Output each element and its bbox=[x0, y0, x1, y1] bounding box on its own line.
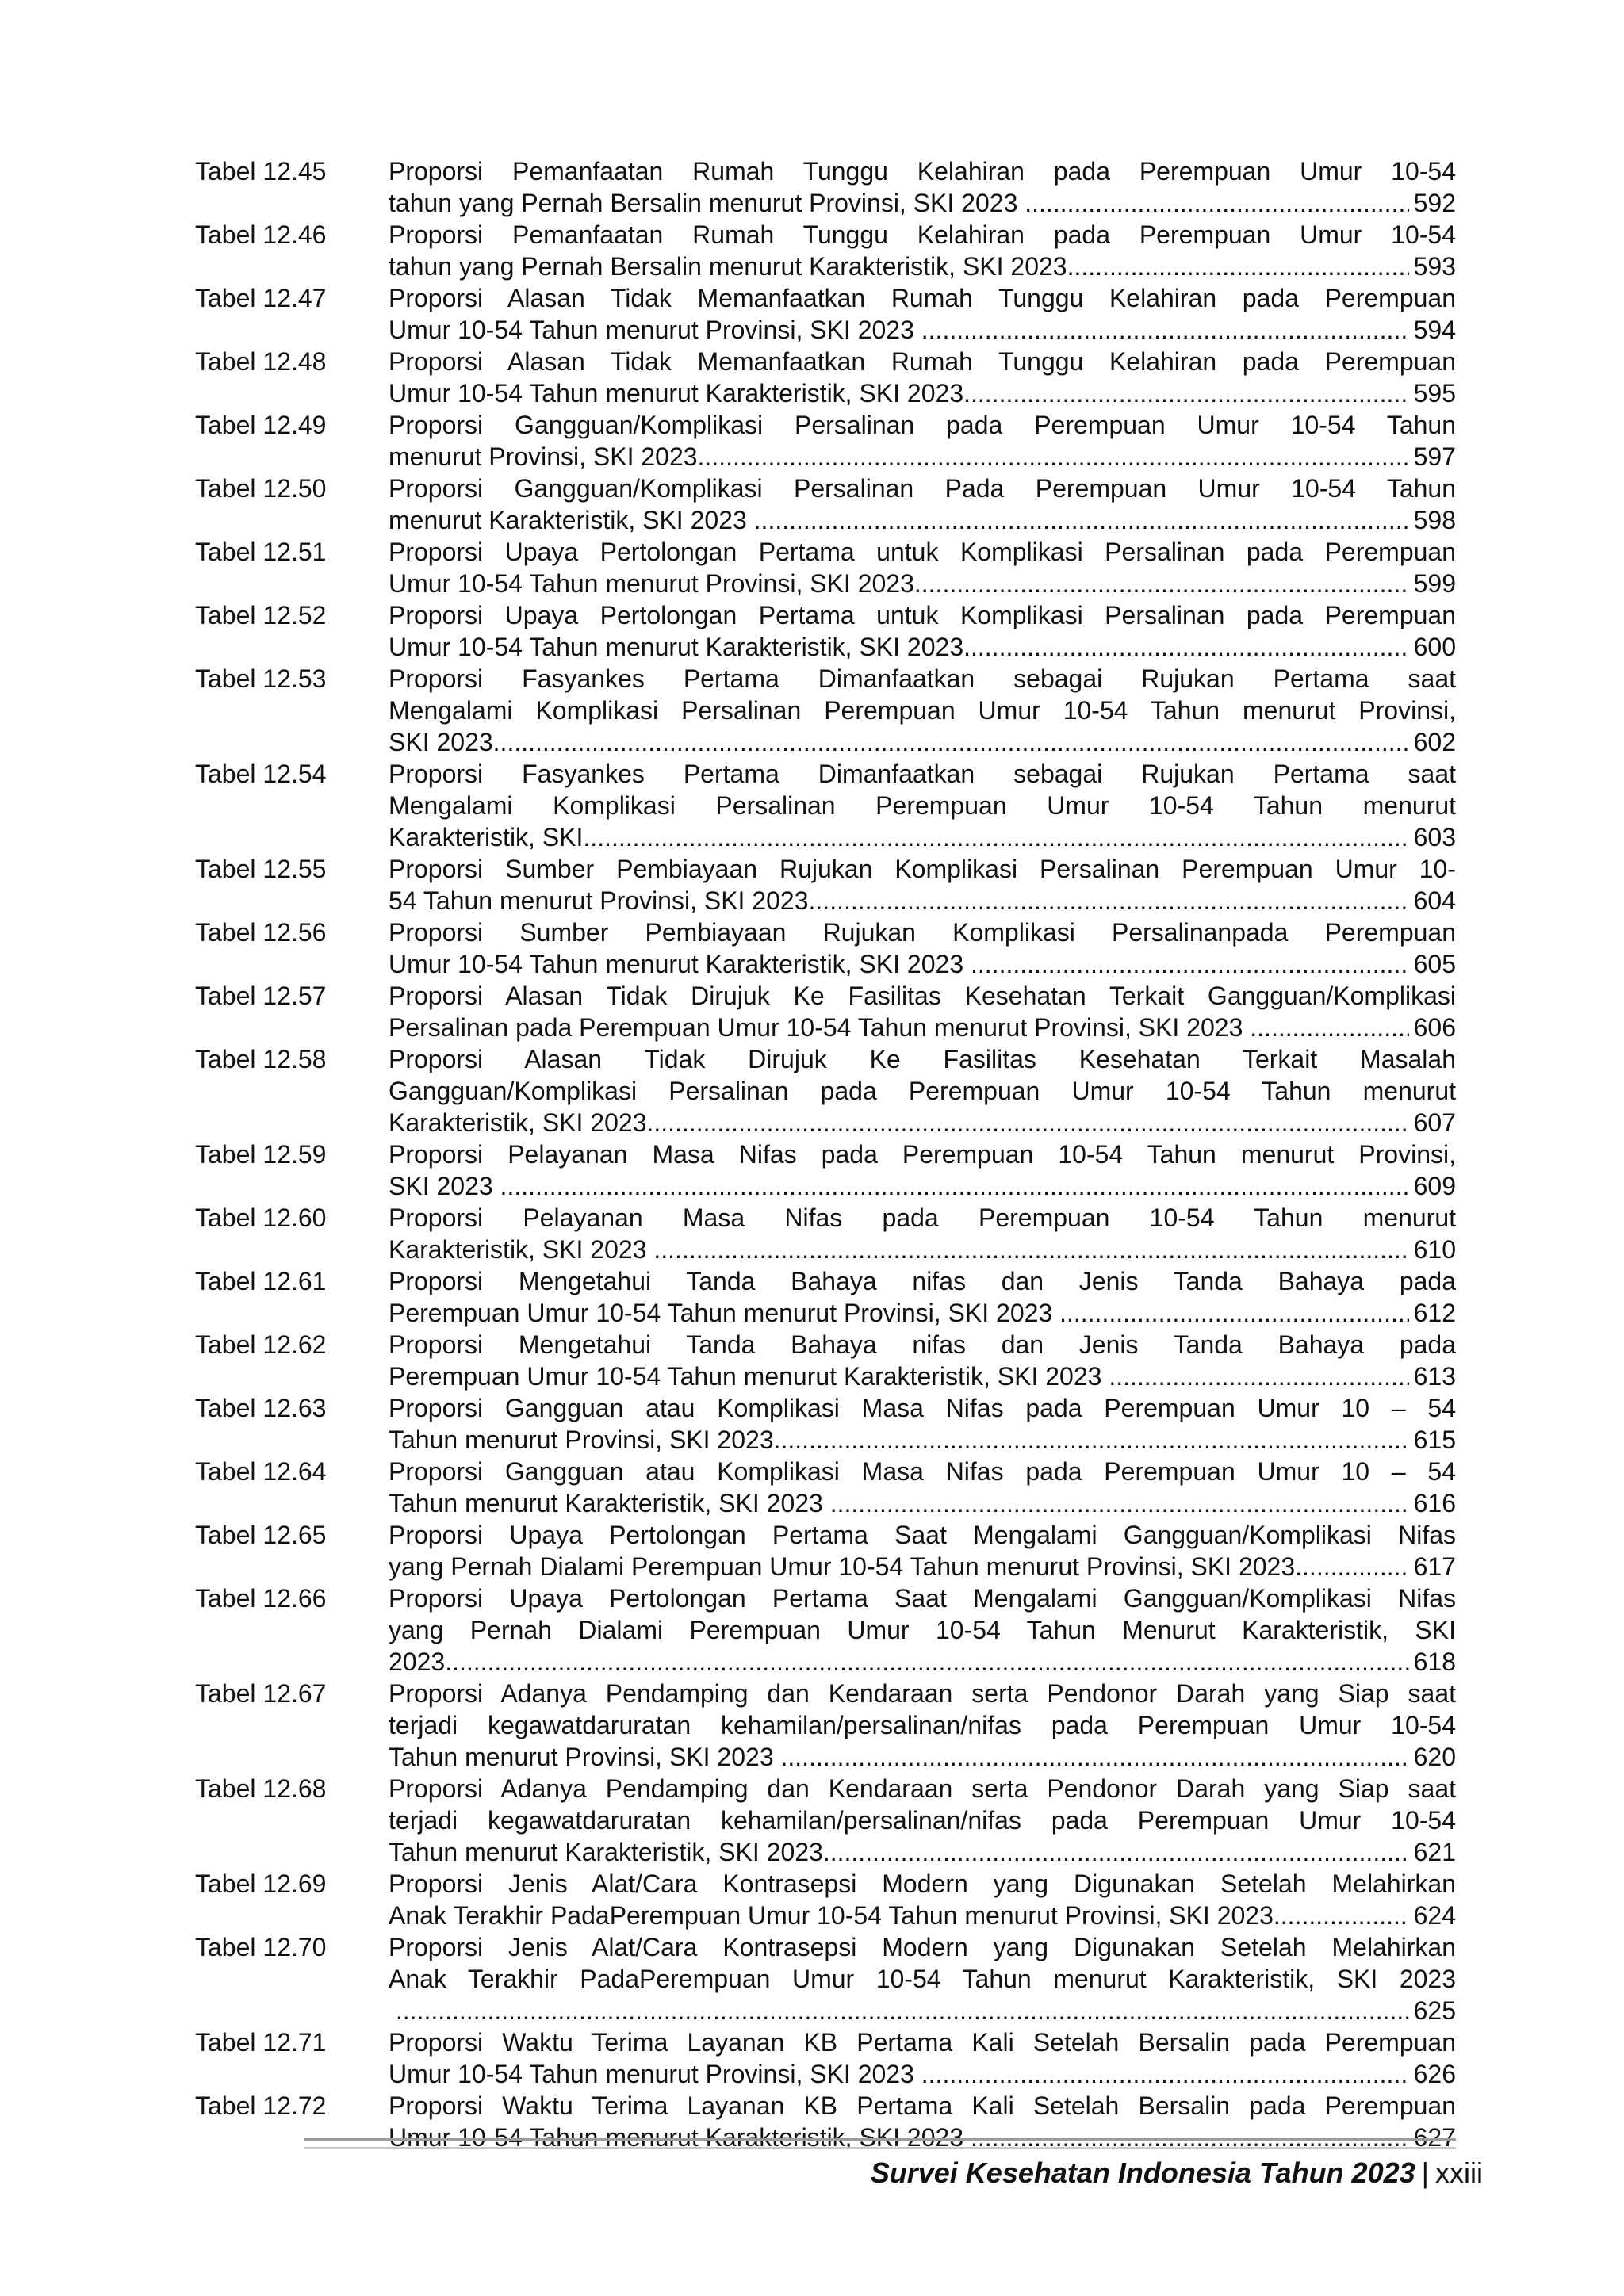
table-of-contents bbox=[195, 155, 1456, 2153]
toc-entry-title-line: Umur 10-54 Tahun menurut Karakteristik, SKI 2023 bbox=[389, 633, 964, 661]
toc-entry[interactable] bbox=[195, 1868, 1456, 1931]
toc-entry-page-number[interactable]: 594 bbox=[1413, 316, 1456, 344]
toc-entry[interactable] bbox=[195, 409, 1456, 473]
toc-entry[interactable] bbox=[195, 1329, 1456, 1392]
page-footer bbox=[871, 2156, 1483, 2191]
toc-entry[interactable] bbox=[195, 1265, 1456, 1329]
toc-entry-title-line: Proporsi Pelayanan Masa Nifas pada Perempuan 10-54 Tahun menurut bbox=[389, 1203, 1456, 1232]
toc-entry-last-line bbox=[389, 1741, 1456, 1773]
toc-entry[interactable] bbox=[195, 853, 1456, 916]
dot-leader bbox=[1109, 1360, 1408, 1392]
toc-entry-page-number[interactable]: 603 bbox=[1413, 823, 1456, 851]
toc-entry-title-line: Proporsi Alasan Tidak Memanfaatkan Rumah Tunggu Kelahiran pada Perempuan bbox=[389, 347, 1456, 376]
dot-leader bbox=[500, 1170, 1409, 1202]
toc-entry-title-line: Proporsi Pemanfaatan Rumah Tunggu Kelahiran pada Perempuan Umur 10-54 bbox=[389, 157, 1456, 186]
toc-entry-title-line: Tahun menurut Karakteristik, SKI 2023 bbox=[389, 1489, 830, 1517]
dot-leader bbox=[698, 441, 1409, 473]
toc-entry-title bbox=[389, 1678, 1456, 1773]
toc-entry[interactable] bbox=[195, 346, 1456, 409]
dot-leader bbox=[754, 504, 1409, 536]
toc-entry-title bbox=[389, 599, 1456, 663]
toc-entry-last-line bbox=[389, 1360, 1456, 1392]
toc-entry-page-number[interactable]: 607 bbox=[1413, 1108, 1456, 1137]
toc-entry-page-number[interactable]: 598 bbox=[1413, 506, 1456, 534]
toc-entry-title bbox=[389, 663, 1456, 758]
toc-entry-title-line: Proporsi Fasyankes Pertama Dimanfaatkan sebagai Rujukan Pertama saat bbox=[389, 760, 1456, 788]
toc-entry-last-line bbox=[389, 504, 1456, 536]
toc-entry-page-number[interactable]: 592 bbox=[1413, 189, 1456, 217]
dot-leader bbox=[1295, 1551, 1408, 1582]
toc-entry-last-line bbox=[389, 1551, 1456, 1582]
toc-entry-last-line bbox=[389, 1836, 1456, 1868]
toc-entry-title bbox=[389, 219, 1456, 282]
footer-rule bbox=[304, 2138, 1456, 2149]
toc-entry-label: Tabel 12.57 bbox=[195, 982, 327, 1010]
toc-entry-label: Tabel 12.53 bbox=[195, 664, 327, 693]
toc-entry-last-line bbox=[389, 568, 1456, 599]
toc-entry-title-line: Umur 10-54 Tahun menurut Provinsi, SKI 2023 bbox=[389, 316, 921, 344]
dot-leader bbox=[1274, 1900, 1409, 1931]
toc-entry-title-line: Proporsi Upaya Pertolongan Pertama untuk Komplikasi Persalinan pada Perempuan bbox=[389, 538, 1456, 566]
toc-entry-page-number[interactable]: 602 bbox=[1413, 728, 1456, 756]
toc-entry[interactable] bbox=[195, 1678, 1456, 1773]
toc-entry-label: Tabel 12.47 bbox=[195, 284, 327, 312]
toc-entry-page-number[interactable]: 604 bbox=[1413, 886, 1456, 915]
toc-entry-title bbox=[389, 1392, 1456, 1456]
dot-leader bbox=[583, 821, 1408, 853]
toc-entry-title bbox=[389, 980, 1456, 1043]
toc-entry-title-line: SKI 2023 bbox=[389, 1172, 500, 1200]
toc-entry-page-number[interactable]: 626 bbox=[1413, 2060, 1456, 2088]
toc-entry-label: Tabel 12.61 bbox=[195, 1267, 327, 1295]
toc-entry-title-line: Proporsi Jenis Alat/Cara Kontrasepsi Modern yang Digunakan Setelah Melahirkan bbox=[389, 1869, 1456, 1898]
toc-entry-last-line bbox=[389, 1900, 1456, 1931]
toc-entry-title-line: Proporsi Gangguan/Komplikasi Persalinan Pada Perempuan Umur 10-54 Tahun bbox=[389, 474, 1456, 503]
toc-entry-title-line: Proporsi Fasyankes Pertama Dimanfaatkan sebagai Rujukan Pertama saat bbox=[389, 664, 1456, 693]
dot-leader bbox=[774, 1424, 1409, 1456]
toc-entry-title-line: Proporsi Gangguan/Komplikasi Persalinan pada Perempuan Umur 10-54 Tahun bbox=[389, 411, 1456, 439]
toc-entry-label: Tabel 12.48 bbox=[195, 347, 327, 376]
toc-entry-title-line: Proporsi Gangguan atau Komplikasi Masa Nifas pada Perempuan Umur 10 – 54 bbox=[389, 1394, 1456, 1422]
toc-entry-label: Tabel 12.67 bbox=[195, 1679, 327, 1708]
toc-entry-title bbox=[389, 1773, 1456, 1868]
toc-entry-label: Tabel 12.51 bbox=[195, 538, 327, 566]
toc-entry-title-line: Proporsi Waktu Terima Layanan KB Pertama Kali Setelah Bersalin pada Perempuan bbox=[389, 2028, 1456, 2057]
toc-entry-title-line: Proporsi Alasan Tidak Dirujuk Ke Fasilitas Kesehatan Terkait Gangguan/Komplikasi bbox=[389, 982, 1456, 1010]
toc-entry-title bbox=[389, 916, 1456, 980]
toc-entry-label: Tabel 12.55 bbox=[195, 855, 327, 883]
toc-entry-last-line bbox=[389, 1297, 1456, 1329]
dot-leader bbox=[653, 1234, 1408, 1265]
toc-entry-page-number[interactable]: 600 bbox=[1413, 633, 1456, 661]
toc-entry-page-number[interactable]: 621 bbox=[1413, 1838, 1456, 1866]
toc-entry[interactable] bbox=[195, 758, 1456, 853]
toc-entry-title-line: Umur 10-54 Tahun menurut Karakteristik, SKI 2023 bbox=[389, 2123, 971, 2152]
toc-entry-title bbox=[389, 758, 1456, 853]
toc-entry-label: Tabel 12.56 bbox=[195, 918, 327, 947]
toc-entry-title-line: Umur 10-54 Tahun menurut Karakteristik, SKI 2023 bbox=[389, 950, 971, 978]
toc-entry-title-line: Proporsi Pemanfaatan Rumah Tunggu Kelahiran pada Perempuan Umur 10-54 bbox=[389, 220, 1456, 249]
toc-entry-last-line bbox=[389, 1487, 1456, 1519]
toc-entry[interactable] bbox=[195, 536, 1456, 599]
toc-entry-title bbox=[389, 346, 1456, 409]
toc-entry-label: Tabel 12.68 bbox=[195, 1774, 327, 1803]
toc-entry-title-line: Mengalami Komplikasi Persalinan Perempuan Umur 10-54 Tahun menurut bbox=[389, 791, 1456, 820]
toc-entry-title bbox=[389, 536, 1456, 599]
toc-entry-last-line bbox=[389, 251, 1456, 282]
toc-entry-title-line: Mengalami Komplikasi Persalinan Perempuan Umur 10-54 Tahun menurut Provinsi, bbox=[389, 696, 1456, 725]
toc-entry-page-number[interactable]: 625 bbox=[1413, 1996, 1456, 2025]
toc-entry-label: Tabel 12.71 bbox=[195, 2028, 327, 2057]
toc-entry-title bbox=[389, 1582, 1456, 1678]
toc-entry-title-line: Proporsi Adanya Pendamping dan Kendaraan serta Pendonor Darah yang Siap saat bbox=[389, 1774, 1456, 1803]
toc-entry-page-number[interactable]: 613 bbox=[1413, 1362, 1456, 1391]
toc-entry-title-line: Umur 10-54 Tahun menurut Karakteristik, SKI 2023 bbox=[389, 379, 964, 408]
toc-entry-title-line: Proporsi Waktu Terima Layanan KB Pertama Kali Setelah Bersalin pada Perempuan bbox=[389, 2091, 1456, 2120]
toc-entry-title-line: tahun yang Pernah Bersalin menurut Karakteristik, SKI 2023 bbox=[389, 252, 1067, 281]
toc-entry-title-line: menurut Provinsi, SKI 2023 bbox=[389, 442, 698, 471]
dot-leader bbox=[1025, 187, 1408, 219]
toc-entry-last-line bbox=[389, 2058, 1456, 2090]
toc-entry-title-line: Proporsi Mengetahui Tanda Bahaya nifas dan Jenis Tanda Bahaya pada bbox=[389, 1267, 1456, 1295]
toc-entry-title-line: Umur 10-54 Tahun menurut Provinsi, SKI 2023 bbox=[389, 569, 914, 598]
toc-entry-title-line: 2023 bbox=[389, 1647, 446, 1676]
toc-entry[interactable] bbox=[195, 282, 1456, 346]
toc-entry-last-line bbox=[389, 441, 1456, 473]
toc-entry-page-number[interactable]: 605 bbox=[1413, 950, 1456, 978]
toc-entry-label: Tabel 12.65 bbox=[195, 1521, 327, 1549]
dot-leader bbox=[823, 1836, 1409, 1868]
toc-entry-title bbox=[389, 853, 1456, 916]
toc-entry-title-line bbox=[389, 1995, 396, 2026]
toc-entry-label: Tabel 12.59 bbox=[195, 1140, 327, 1169]
toc-entry-page-number[interactable]: 616 bbox=[1413, 1489, 1456, 1517]
toc-entry-page-number[interactable]: 612 bbox=[1413, 1299, 1456, 1327]
toc-entry-label: Tabel 12.70 bbox=[195, 1933, 327, 1961]
toc-entry-title bbox=[389, 1202, 1456, 1265]
toc-entry-title bbox=[389, 1931, 1456, 2026]
footer-title: Survei Kesehatan Indonesia Tahun 2023 bbox=[870, 2156, 1415, 2189]
toc-entry-last-line bbox=[389, 726, 1456, 758]
dot-leader bbox=[781, 1741, 1409, 1773]
toc-entry-title bbox=[389, 1329, 1456, 1392]
toc-entry[interactable] bbox=[195, 219, 1456, 282]
toc-entry-title-line: Tahun menurut Provinsi, SKI 2023 bbox=[389, 1743, 781, 1771]
toc-entry-page-number[interactable]: 617 bbox=[1413, 1552, 1456, 1581]
dot-leader bbox=[809, 885, 1409, 916]
toc-entry-title-line: Perempuan Umur 10-54 Tahun menurut Provinsi, SKI 2023 bbox=[389, 1299, 1060, 1327]
toc-entry-title-line: Proporsi Sumber Pembiayaan Rujukan Komplikasi Persalinanpada Perempuan bbox=[389, 918, 1456, 947]
toc-entry-title-line: SKI 2023 bbox=[389, 728, 493, 756]
toc-entry-title-line: terjadi kegawatdaruratan kehamilan/persalinan/nifas pada Perempuan Umur 10-54 bbox=[389, 1711, 1456, 1739]
toc-entry-title-line: Tahun menurut Karakteristik, SKI 2023 bbox=[389, 1838, 823, 1866]
toc-entry[interactable] bbox=[195, 663, 1456, 758]
toc-entry-page-number[interactable]: 597 bbox=[1413, 442, 1456, 471]
toc-entry-last-line bbox=[389, 377, 1456, 409]
toc-entry-page-number[interactable]: 620 bbox=[1413, 1743, 1456, 1771]
footer-page-number: xxiii bbox=[1435, 2156, 1483, 2189]
toc-entry-last-line bbox=[389, 1995, 1456, 2026]
dot-leader bbox=[971, 948, 1409, 980]
toc-entry-title-line: Proporsi Pelayanan Masa Nifas pada Perempuan 10-54 Tahun menurut Provinsi, bbox=[389, 1140, 1456, 1169]
toc-entry[interactable] bbox=[195, 1582, 1456, 1678]
toc-entry[interactable] bbox=[195, 1519, 1456, 1582]
toc-entry-title-line: Karakteristik, SKI bbox=[389, 823, 584, 851]
toc-entry-title-line: Proporsi Alasan Tidak Dirujuk Ke Fasilitas Kesehatan Terkait Masalah bbox=[389, 1045, 1456, 1073]
toc-entry-title bbox=[389, 1043, 1456, 1138]
toc-entry-title-line: menurut Karakteristik, SKI 2023 bbox=[389, 506, 754, 534]
toc-entry[interactable] bbox=[195, 1202, 1456, 1265]
toc-entry-last-line bbox=[389, 821, 1456, 853]
toc-entry-title-line: Proporsi Sumber Pembiayaan Rujukan Komplikasi Persalinan Perempuan Umur 10- bbox=[389, 855, 1456, 883]
toc-entry-label: Tabel 12.52 bbox=[195, 601, 327, 629]
toc-entry-last-line bbox=[389, 1170, 1456, 1202]
toc-entry[interactable] bbox=[195, 1456, 1456, 1519]
toc-entry-title bbox=[389, 282, 1456, 346]
toc-entry[interactable] bbox=[195, 1392, 1456, 1456]
dot-leader bbox=[914, 568, 1409, 599]
dot-leader bbox=[493, 726, 1409, 758]
toc-entry-title-line: Proporsi Gangguan atau Komplikasi Masa Nifas pada Perempuan Umur 10 – 54 bbox=[389, 1457, 1456, 1486]
toc-entry-label: Tabel 12.63 bbox=[195, 1394, 327, 1422]
toc-entry-title-line: Proporsi Jenis Alat/Cara Kontrasepsi Modern yang Digunakan Setelah Melahirkan bbox=[389, 1933, 1456, 1961]
toc-entry-last-line bbox=[389, 631, 1456, 663]
toc-entry-last-line bbox=[389, 1012, 1456, 1043]
toc-entry-last-line bbox=[389, 1234, 1456, 1265]
toc-entry-title-line: Proporsi Upaya Pertolongan Pertama Saat Mengalami Gangguan/Komplikasi Nifas bbox=[389, 1584, 1456, 1613]
toc-entry-page-number[interactable]: 624 bbox=[1413, 1901, 1456, 1930]
toc-entry-title-line: Proporsi Upaya Pertolongan Pertama Saat Mengalami Gangguan/Komplikasi Nifas bbox=[389, 1521, 1456, 1549]
toc-entry-label: Tabel 12.72 bbox=[195, 2091, 327, 2120]
toc-entry-title bbox=[389, 2026, 1456, 2090]
toc-entry-page-number[interactable]: 599 bbox=[1413, 569, 1456, 598]
toc-entry-page-number[interactable]: 593 bbox=[1413, 252, 1456, 281]
toc-entry-label: Tabel 12.64 bbox=[195, 1457, 327, 1486]
toc-entry-title-line: Proporsi Adanya Pendamping dan Kendaraan serta Pendonor Darah yang Siap saat bbox=[389, 1679, 1456, 1708]
dot-leader bbox=[1059, 1297, 1409, 1329]
toc-entry-label: Tabel 12.62 bbox=[195, 1330, 327, 1359]
toc-entry-title-line: yang Pernah Dialami Perempuan Umur 10-54 Tahun Menurut Karakteristik, SKI bbox=[389, 1616, 1456, 1644]
toc-entry-title-line: Perempuan Umur 10-54 Tahun menurut Karakteristik, SKI 2023 bbox=[389, 1362, 1109, 1391]
toc-entry-title bbox=[389, 409, 1456, 473]
toc-entry-label: Tabel 12.58 bbox=[195, 1045, 327, 1073]
footer-separator: | bbox=[1421, 2156, 1429, 2189]
toc-entry-title-line: 54 Tahun menurut Provinsi, SKI 2023 bbox=[389, 886, 809, 915]
toc-entry-page-number[interactable]: 609 bbox=[1413, 1172, 1456, 1200]
toc-entry-title bbox=[389, 1138, 1456, 1202]
toc-entry-title-line: Umur 10-54 Tahun menurut Provinsi, SKI 2023 bbox=[389, 2060, 921, 2088]
toc-entry[interactable] bbox=[195, 2026, 1456, 2090]
toc-entry-title bbox=[389, 1868, 1456, 1931]
toc-entry-title-line: Persalinan pada Perempuan Umur 10-54 Tahun menurut Provinsi, SKI 2023 bbox=[389, 1013, 1251, 1042]
toc-entry-title-line: Anak Terakhir PadaPerempuan Umur 10-54 Tahun menurut Provinsi, SKI 2023 bbox=[389, 1901, 1274, 1930]
toc-entry-label: Tabel 12.49 bbox=[195, 411, 327, 439]
toc-entry-last-line bbox=[389, 948, 1456, 980]
dot-leader bbox=[396, 1995, 1409, 2026]
toc-entry[interactable] bbox=[195, 1043, 1456, 1138]
toc-entry-label: Tabel 12.46 bbox=[195, 220, 327, 249]
toc-entry-title-line: Karakteristik, SKI 2023 bbox=[389, 1235, 654, 1264]
dot-leader bbox=[445, 1646, 1408, 1678]
toc-entry-page-number[interactable]: 627 bbox=[1413, 2123, 1456, 2152]
toc-entry-title-line: Karakteristik, SKI 2023 bbox=[389, 1108, 647, 1137]
toc-entry-label: Tabel 12.60 bbox=[195, 1203, 327, 1232]
toc-entry-last-line bbox=[389, 314, 1456, 346]
toc-entry[interactable] bbox=[195, 473, 1456, 536]
toc-entry-last-line bbox=[389, 885, 1456, 916]
toc-entry-title-line: terjadi kegawatdaruratan kehamilan/persalinan/nifas pada Perempuan Umur 10-54 bbox=[389, 1806, 1456, 1835]
toc-entry-title bbox=[389, 1265, 1456, 1329]
toc-entry[interactable] bbox=[195, 1931, 1456, 2026]
toc-entry-label: Tabel 12.66 bbox=[195, 1584, 327, 1613]
toc-entry-title-line: Gangguan/Komplikasi Persalinan pada Perempuan Umur 10-54 Tahun menurut bbox=[389, 1077, 1456, 1105]
toc-entry-label: Tabel 12.45 bbox=[195, 157, 327, 186]
toc-entry-title-line: Anak Terakhir PadaPerempuan Umur 10-54 Tahun menurut Karakteristik, SKI 2023 bbox=[389, 1965, 1456, 1993]
dot-leader bbox=[963, 377, 1409, 409]
dot-leader bbox=[963, 631, 1409, 663]
dot-leader bbox=[1067, 251, 1409, 282]
toc-entry-page-number[interactable]: 595 bbox=[1413, 379, 1456, 408]
toc-entry-page-number[interactable]: 606 bbox=[1413, 1013, 1456, 1042]
toc-entry-title-line: Proporsi Alasan Tidak Memanfaatkan Rumah Tunggu Kelahiran pada Perempuan bbox=[389, 284, 1456, 312]
toc-entry-last-line bbox=[389, 1424, 1456, 1456]
toc-entry-title-line: yang Pernah Dialami Perempuan Umur 10-54 Tahun menurut Provinsi, SKI 2023 bbox=[389, 1552, 1296, 1581]
toc-entry-title-line: tahun yang Pernah Bersalin menurut Provinsi, SKI 2023 bbox=[389, 189, 1025, 217]
toc-entry-page-number[interactable]: 615 bbox=[1413, 1425, 1456, 1454]
dot-leader bbox=[1250, 1012, 1408, 1043]
toc-entry-title-line: Proporsi Mengetahui Tanda Bahaya nifas dan Jenis Tanda Bahaya pada bbox=[389, 1330, 1456, 1359]
toc-entry-label: Tabel 12.69 bbox=[195, 1869, 327, 1898]
dot-leader bbox=[646, 1107, 1408, 1138]
toc-entry[interactable] bbox=[195, 1138, 1456, 1202]
toc-entry-title-line: Proporsi Upaya Pertolongan Pertama untuk Komplikasi Persalinan pada Perempuan bbox=[389, 601, 1456, 629]
toc-entry-title bbox=[389, 473, 1456, 536]
dot-leader bbox=[921, 314, 1409, 346]
toc-entry-page-number[interactable]: 618 bbox=[1413, 1647, 1456, 1676]
toc-entry[interactable] bbox=[195, 916, 1456, 980]
toc-entry-last-line bbox=[389, 1646, 1456, 1678]
toc-entry-last-line bbox=[389, 187, 1456, 219]
toc-entry-title bbox=[389, 155, 1456, 219]
dot-leader bbox=[921, 2058, 1409, 2090]
dot-leader bbox=[830, 1487, 1409, 1519]
toc-entry-title bbox=[389, 1519, 1456, 1582]
toc-entry-label: Tabel 12.54 bbox=[195, 760, 327, 788]
toc-entry[interactable] bbox=[195, 1773, 1456, 1868]
toc-entry-title-line: Tahun menurut Provinsi, SKI 2023 bbox=[389, 1425, 774, 1454]
toc-entry-page-number[interactable]: 610 bbox=[1413, 1235, 1456, 1264]
toc-entry[interactable] bbox=[195, 155, 1456, 219]
toc-entry[interactable] bbox=[195, 980, 1456, 1043]
toc-entry-label: Tabel 12.50 bbox=[195, 474, 327, 503]
toc-entry-title bbox=[389, 1456, 1456, 1519]
toc-entry[interactable] bbox=[195, 599, 1456, 663]
toc-entry-last-line bbox=[389, 1107, 1456, 1138]
